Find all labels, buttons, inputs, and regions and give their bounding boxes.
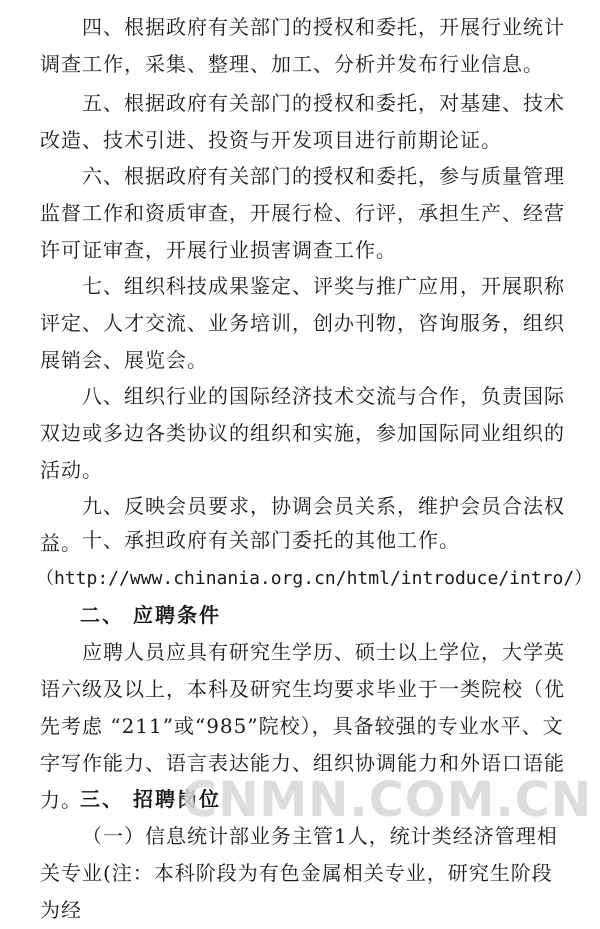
paragraph-item-6: 六、根据政府有关部门的授权和委托，参与质量管理监督工作和资质审查，开展行检、行评，承担生产、经营许可证审查，开展行业损害调查工作。: [40, 164, 565, 262]
paragraph-item-7: 七、组织科技成果鉴定、评奖与推广应用，开展职称评定、人才交流、业务培训，创办刊物，咨询服务，组织展销会、展览会。: [40, 274, 565, 372]
site-watermark: CNMN.COM.CN: [182, 772, 592, 828]
section-heading-requirements: 二、 应聘条件: [80, 603, 221, 627]
requirements-paragraph: 应聘人员应具有研究生学历、硕士以上学位，大学英语六级及以上，本科及研究生均要求毕业于一类院校（优先考虑 “211”或“985”院校），具备较强的专业水平、文字写作能力、语言表达能力、组织协调能力和外语口语能力。: [40, 640, 565, 812]
paragraph-item-10: 十、承担政府有关部门委托的其他工作。: [82, 528, 460, 552]
section-heading-positions: 三、 招聘岗位: [80, 787, 221, 811]
positions-paragraph: （一）信息统计部业务主管1人，统计类经济管理相关专业(注：本科阶段为有色金属相关专业，研究生阶段为经: [40, 824, 558, 922]
paragraph-item-8: 八、组织行业的国际经济技术交流与合作，负责国际双边或多边各类协议的组织和实施，参加国际同业组织的活动。: [40, 384, 565, 482]
paragraph-item-9: 九、反映会员要求，协调会员关系，维护会员合法权益。: [40, 494, 565, 555]
paragraph-item-5: 五、根据政府有关部门的授权和委托，对基建、技术改造、技术引进、投资与开发项目进行前期论证。: [40, 91, 565, 152]
paragraph-item-4: 四、根据政府有关部门的授权和委托，开展行业统计调查工作，采集、整理、加工、分析并发布行业信息。: [40, 15, 565, 76]
source-url: （http://www.chinania.org.cn/html/introduce/intro/）: [36, 568, 593, 589]
